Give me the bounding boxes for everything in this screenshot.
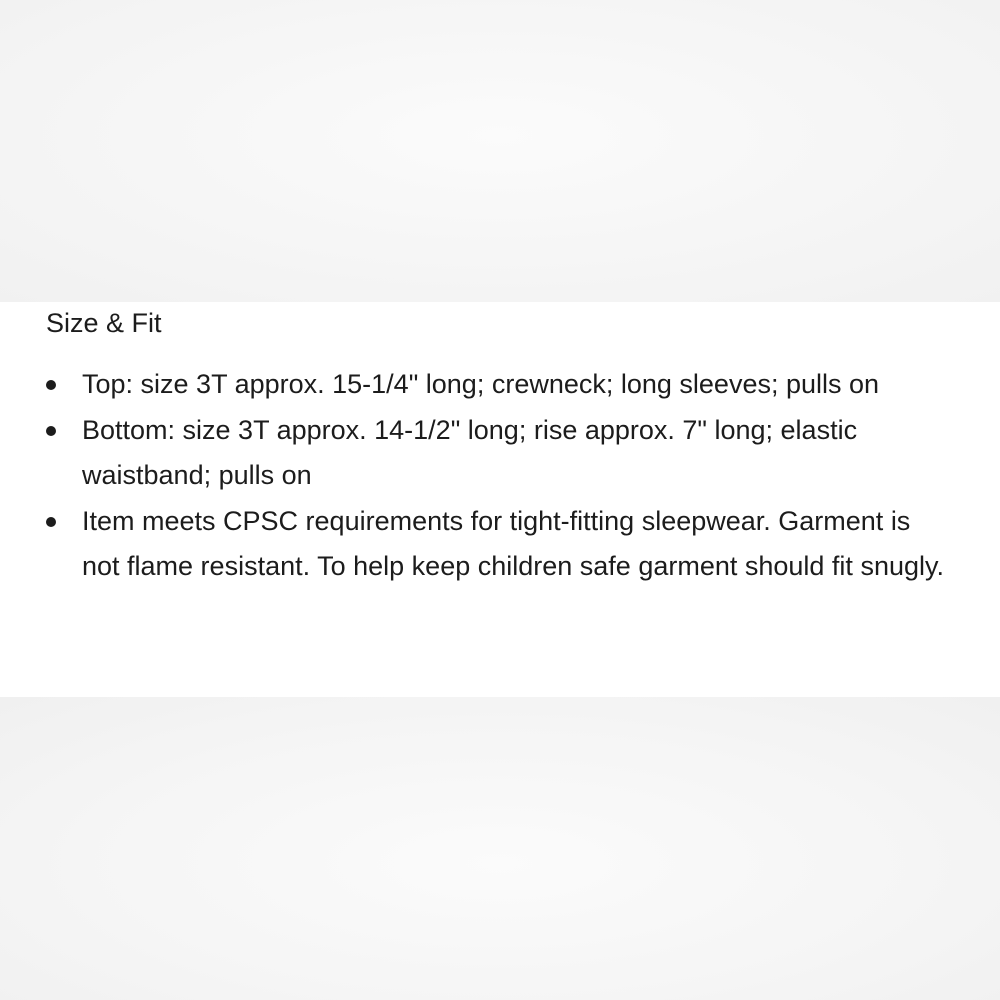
list-item-text: Item meets CPSC requirements for tight-fitting sleepwear. Garment is not flame resistant. To help keep children safe garment should fit snugly. bbox=[82, 505, 944, 581]
blurred-background-top bbox=[0, 0, 1000, 302]
bullet-icon bbox=[46, 380, 56, 390]
list-item-cpsc bbox=[46, 499, 946, 590]
list-item-bottom bbox=[46, 408, 946, 499]
list-item-top bbox=[46, 362, 946, 408]
list-item-text: Top: size 3T approx. 15-1/4" long; crewneck; long sleeves; pulls on bbox=[82, 369, 880, 399]
blurred-background-bottom bbox=[0, 697, 1000, 1000]
size-and-fit-panel bbox=[0, 302, 1000, 697]
bullet-icon bbox=[46, 517, 56, 527]
size-fit-list bbox=[46, 362, 946, 590]
list-item-text: Bottom: size 3T approx. 14-1/2" long; rise approx. 7" long; elastic waistband; pulls on bbox=[82, 414, 858, 490]
bullet-icon bbox=[46, 426, 56, 436]
section-title: Size & Fit bbox=[46, 308, 162, 338]
